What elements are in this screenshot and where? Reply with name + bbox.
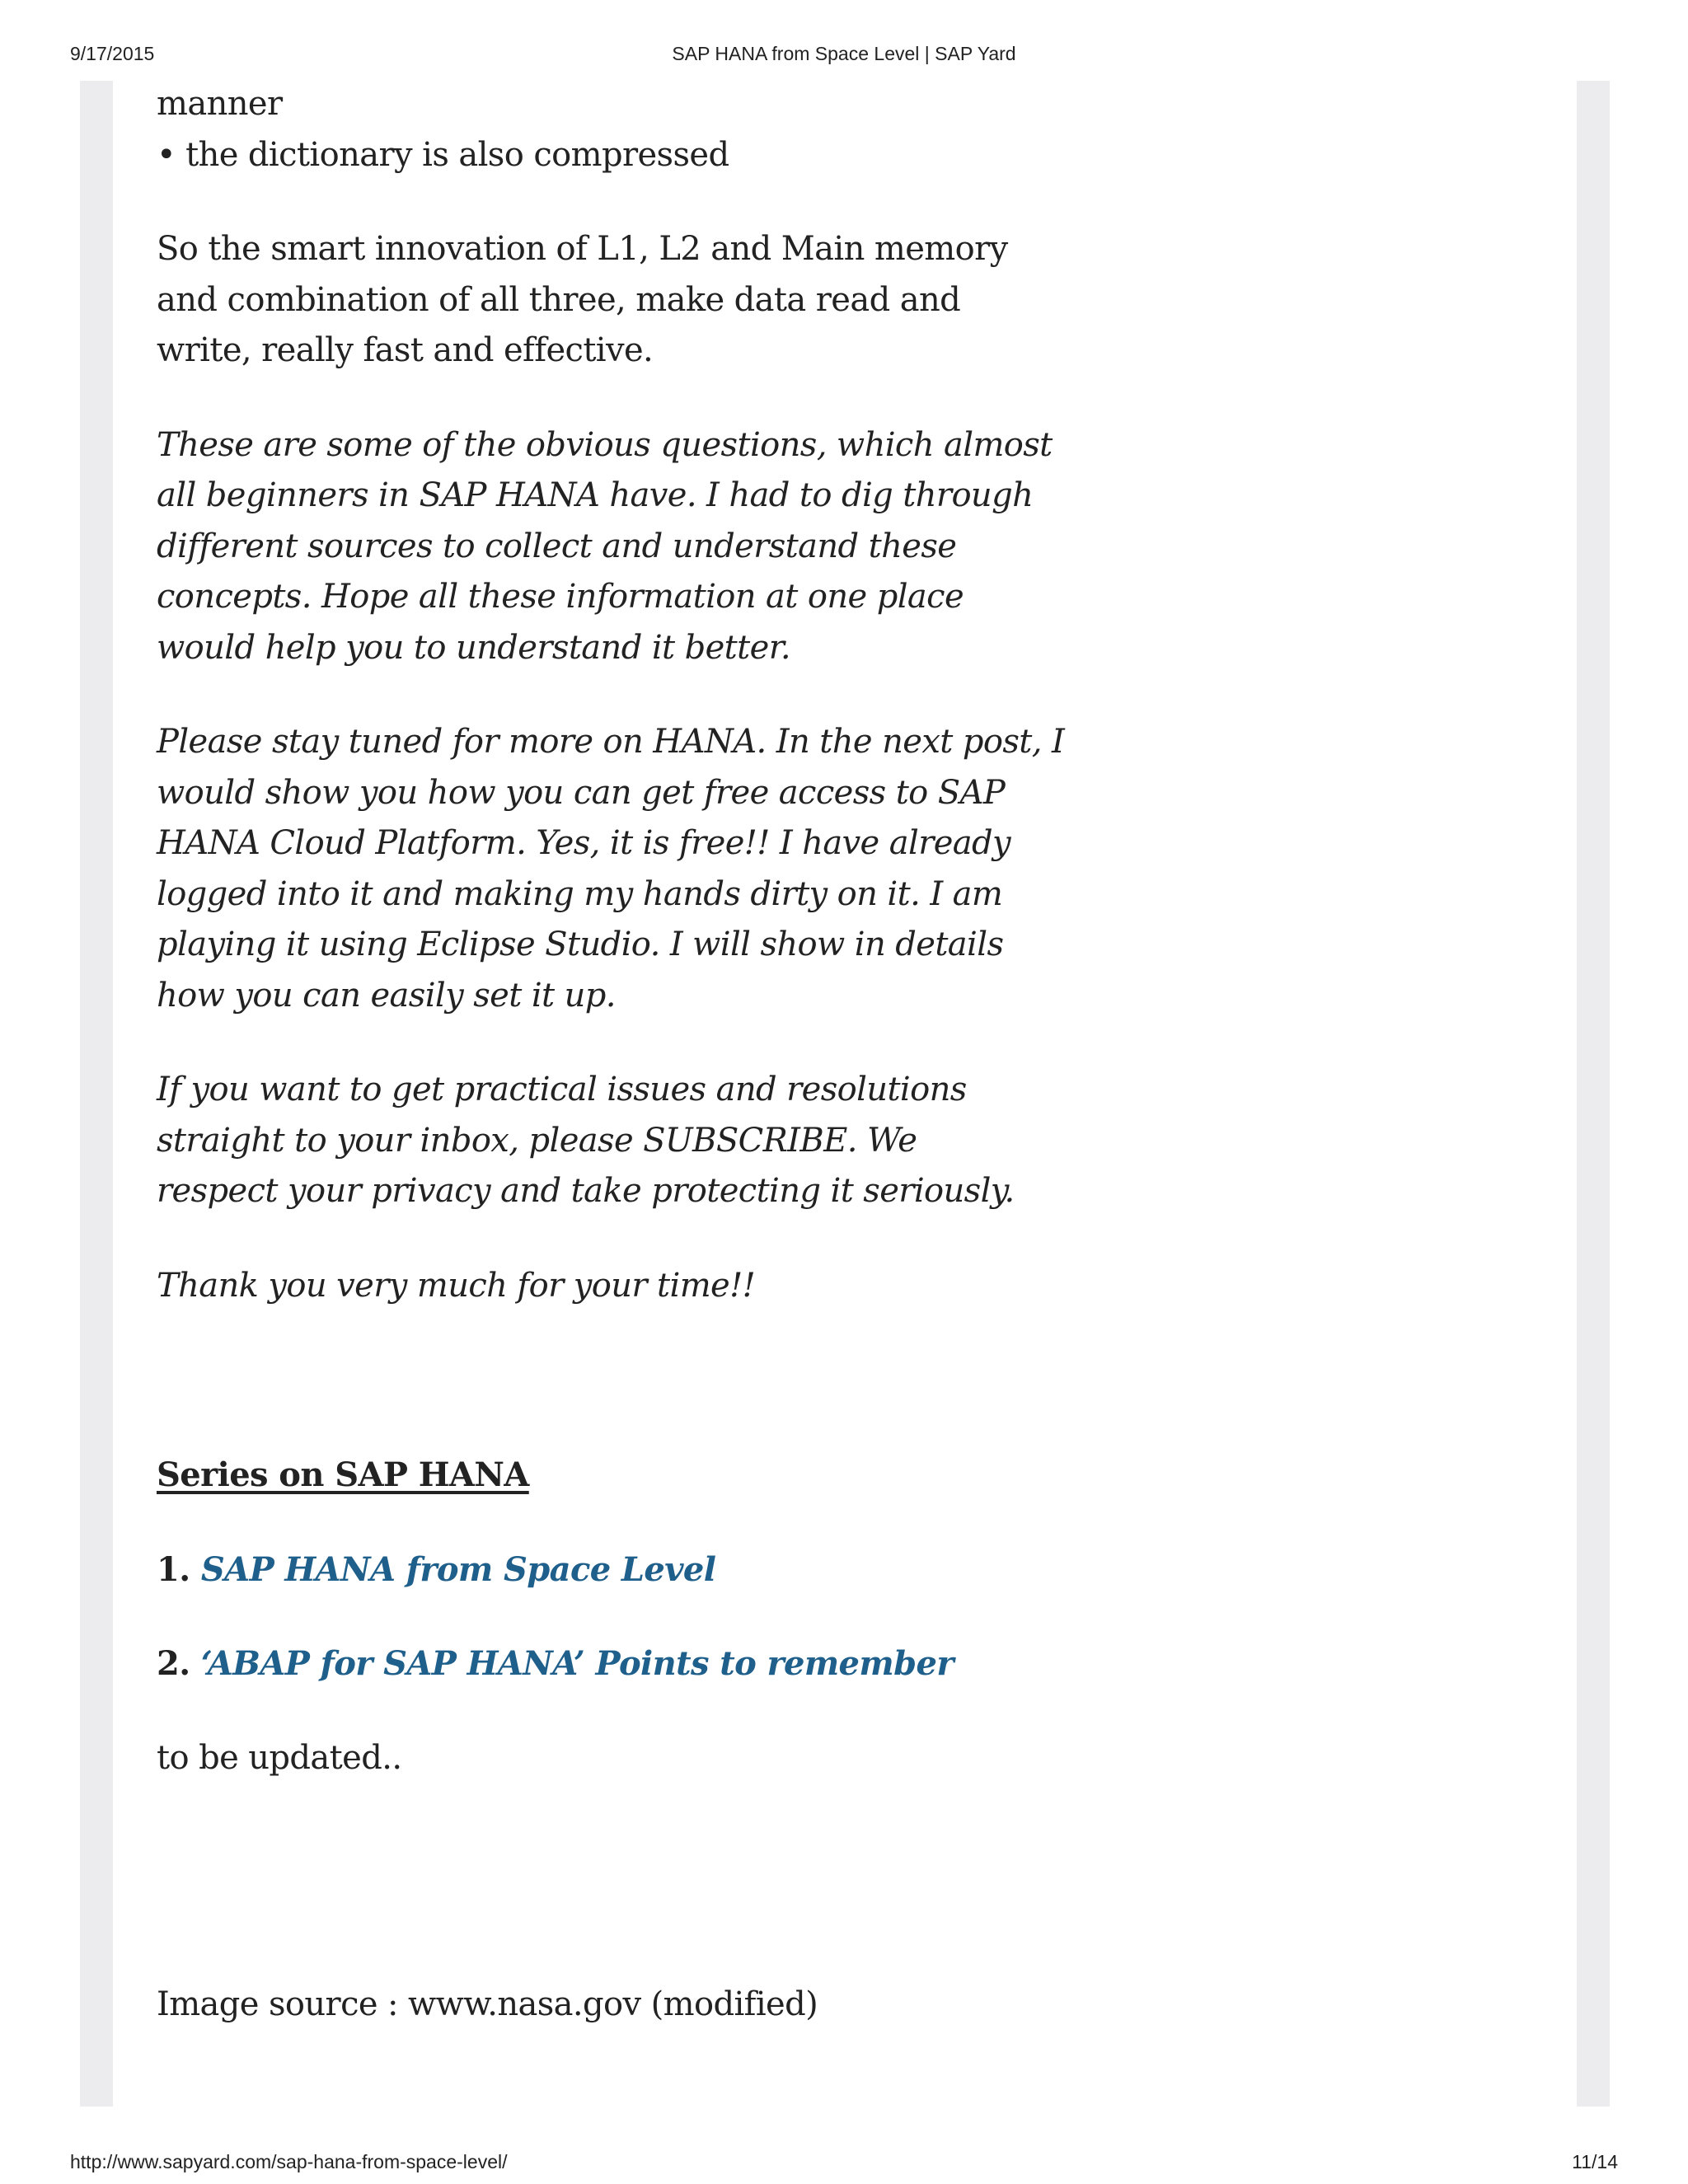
left-gutter-bar — [80, 81, 113, 2107]
paragraph-stay-tuned: Please stay tuned for more on HANA. In the next post, I would show you how you can get free access to SAP HANA Cloud Platform. Yes, it is free!! I have already logged into it and making my hands dirty on it. I am playing it using Eclipse Studio. I will show in details how you can easily set it up. — [157, 723, 1065, 1015]
print-page-title: SAP HANA from Space Level | SAP Yard — [672, 43, 1016, 64]
paragraph-thanks: Thank you very much for your time!! — [157, 1266, 756, 1305]
series-heading: Series on SAP HANA — [157, 1455, 529, 1494]
print-date: 9/17/2015 — [70, 43, 155, 64]
text-line-manner: manner — [157, 85, 283, 123]
article-body — [157, 79, 1113, 2031]
print-page-url: http://www.sapyard.com/sap-hana-from-space-level/ — [70, 2151, 508, 2172]
paragraph-subscribe: If you want to get practical issues and resolutions straight to your inbox, please SUBSCRIBE. We respect your privacy and take protecting it seriously. — [157, 1071, 1015, 1210]
print-header — [70, 43, 1618, 68]
series-item-number: 1. — [157, 1549, 190, 1589]
series-link-abap-points[interactable]: ‘ABAP for SAP HANA’ Points to remember — [200, 1644, 954, 1683]
print-page-number: 11/14 — [1572, 2151, 1618, 2172]
paragraph-smart-innovation: So the smart innovation of L1, L2 and Main memory and combination of all three, make data read and write, really fast and effective. — [157, 230, 1008, 369]
series-link-space-level[interactable]: SAP HANA from Space Level — [200, 1549, 716, 1589]
series-item-number: 2. — [157, 1644, 190, 1683]
bullet-dictionary: • the dictionary is also compressed — [157, 135, 729, 174]
paragraph-questions: These are some of the obvious questions, which almost all beginners in SAP HANA have. I had to dig through different sources to collect and understand these concepts. Hope all these information at one place would help you to understand it better. — [157, 425, 1053, 667]
image-source-credit: Image source : www.nasa.gov (modified) — [157, 1985, 818, 2023]
right-gutter-bar — [1577, 81, 1610, 2107]
text-to-be-updated: to be updated.. — [157, 1738, 402, 1777]
series-item — [157, 1544, 1113, 1596]
print-footer — [70, 2151, 1618, 2176]
series-item — [157, 1638, 1113, 1690]
